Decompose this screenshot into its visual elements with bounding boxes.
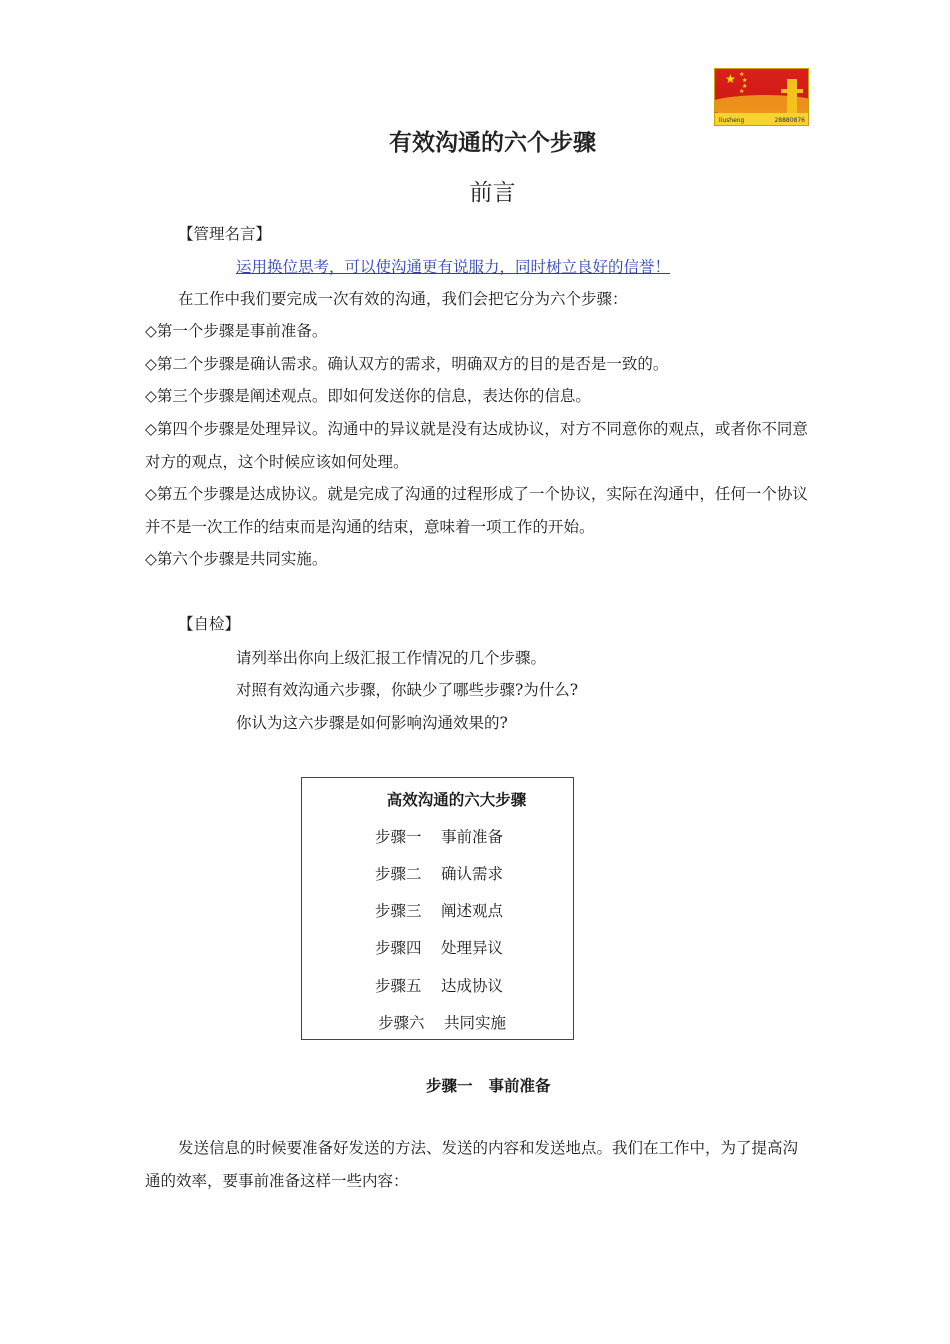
star-icon: ★	[742, 77, 748, 84]
motto-quote-link[interactable]: 运用换位思考，可以使沟通更有说服力，同时树立良好的信誉！	[236, 258, 671, 276]
box-title: 高效沟通的六大步骤	[386, 791, 527, 809]
self-check-item: 对照有效沟通六步骤，你缺少了哪些步骤?为什么?	[236, 681, 579, 699]
step-row	[375, 825, 503, 847]
step-number: 步骤三	[375, 902, 422, 920]
step-row	[378, 1011, 506, 1033]
step-name: 事前准备	[441, 828, 504, 846]
bullet-item: ◇第二个步骤是确认需求。确认双方的需求，明确双方的目的是否是一致的。	[145, 355, 669, 373]
star-icon: ★	[739, 71, 745, 78]
step-row	[375, 974, 503, 996]
intro-paragraph: 在工作中我们要完成一次有效的沟通，我们会把它分为六个步骤：	[178, 290, 628, 308]
self-check-item: 你认为这六步骤是如何影响沟通效果的?	[236, 714, 508, 732]
bullet-item: ◇第六个步骤是共同实施。	[145, 550, 328, 568]
step-row	[375, 899, 503, 921]
logo-caption-left: liusheng	[719, 117, 745, 124]
step-number: 步骤六	[378, 1014, 425, 1032]
star-icon: ★	[725, 72, 736, 86]
logo-banner	[714, 68, 809, 126]
monument-icon	[787, 79, 797, 113]
step-name: 共同实施	[444, 1014, 507, 1032]
bullet-item: ◇第四个步骤是处理异议。沟通中的异议就是没有达成协议，对方不同意你的观点，或者你不同意对方的观点，这个时候应该如何处理。	[145, 420, 808, 471]
section-number: 步骤一	[426, 1077, 473, 1095]
section-body: 发送信息的时候要准备好发送的方法、发送的内容和发送地点。我们在工作中，为了提高沟通的效率，要事前准备这样一些内容：	[145, 1139, 799, 1190]
step-number: 步骤一	[375, 828, 422, 846]
bullet-item: ◇第三个步骤是阐述观点。即如何发送你的信息，表达你的信息。	[145, 387, 591, 405]
step-name: 确认需求	[441, 865, 504, 883]
star-icon: ★	[742, 83, 748, 90]
document-title: 有效沟通的六个步骤	[389, 129, 596, 156]
bullet-item: ◇第一个步骤是事前准备。	[145, 322, 328, 340]
step-number: 步骤四	[375, 939, 422, 957]
step-number: 步骤五	[375, 977, 422, 995]
step-name: 阐述观点	[441, 902, 504, 920]
step-name: 达成协议	[441, 977, 504, 995]
logo-caption-right: 28880876	[774, 117, 805, 124]
star-icon: ★	[739, 88, 745, 95]
step-row	[375, 936, 503, 958]
document-subtitle: 前言	[469, 180, 516, 206]
self-check-heading: 【自检】	[178, 615, 241, 633]
section-name: 事前准备	[488, 1077, 551, 1095]
step-row	[375, 862, 503, 884]
self-check-item: 请列举出你向上级汇报工作情况的几个步骤。	[236, 649, 547, 667]
steps-summary-box	[301, 777, 574, 1040]
bullet-item: ◇第五个步骤是达成协议。就是完成了沟通的过程形成了一个协议，实际在沟通中，任何一个协议并不是一次工作的结束而是沟通的结束，意味着一项工作的开始。	[145, 485, 808, 536]
step-number: 步骤二	[375, 865, 422, 883]
step-name: 处理异议	[441, 939, 504, 957]
section-heading	[426, 1074, 551, 1096]
motto-heading: 【管理名言】	[178, 225, 272, 243]
